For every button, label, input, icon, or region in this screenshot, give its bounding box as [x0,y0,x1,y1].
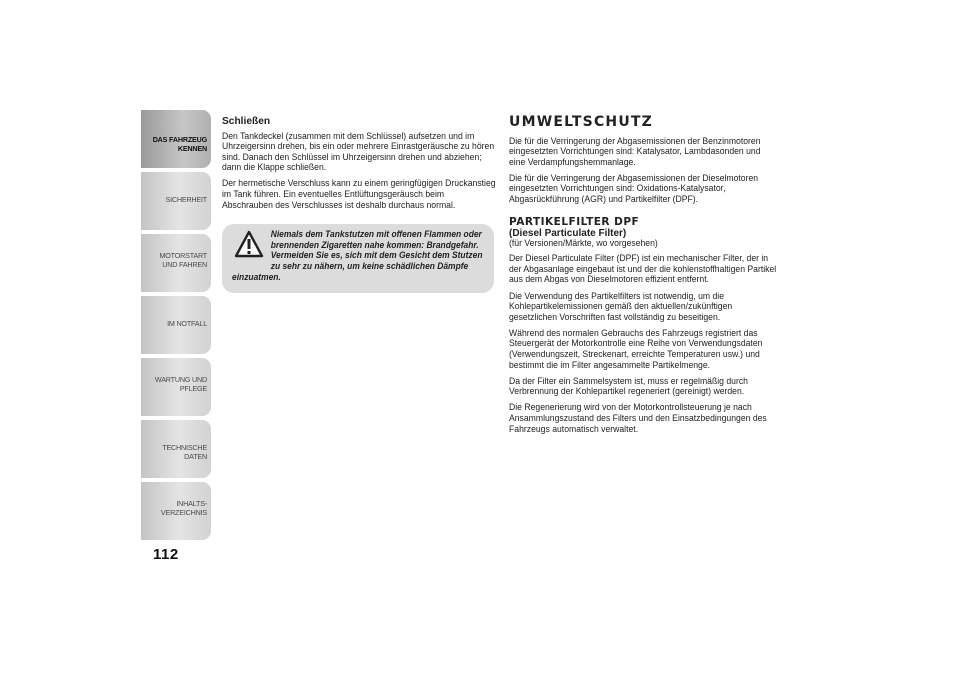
tab-das-fahrzeug-kennen[interactable]: DAS FAHRZEUG KENNEN [141,110,211,168]
warning-box [222,224,494,293]
subsection-title: PARTIKELFILTER DPF [509,215,640,228]
tab-wartung-und-pflege[interactable]: WARTUNG UND PFLEGE [141,358,211,416]
paragraph: Die für die Verringerung der Abgasemissionen der Dieselmotoren eingesetzten Vorrichtungen sind: Oxidations-Katalysator, Abgasrückführung (AGR) und Partikelfilter (DPF). [509,172,759,206]
left-column [222,117,496,293]
tab-inhaltsverzeichnis[interactable]: INHALTS-VERZEICHNIS [141,482,211,540]
tab-motorstart-und-fahren[interactable]: MOTORSTART UND FAHREN [141,234,211,292]
paragraph: Die Verwendung des Partikelfilters ist notwendig, um die Kohlepartikelemissionen gemäß den aktuellen/zukünftigen gesetzlichen Vorschriften fast vollständig zu beseitigen. [509,290,733,323]
version-note: (für Versionen/Märkte, wo vorgesehen) [509,237,658,249]
warning-text: Niemals dem Tankstutzen mit offenen Flammen oder brennenden Zigaretten nahe kommen: Brandgefahr. Vermeiden Sie es, sich mit dem Gesicht dem Stutzen zu sehr zu nähern, um keine schädlichen Dämpfe einzuatmen. [232,229,483,283]
right-column [509,114,779,441]
tab-im-notfall[interactable]: IM NOTFALL [141,296,211,354]
paragraph: Da der Filter ein Sammelsystem ist, muss er regelmäßig durch Verbrennung der Kohlepartikel regeneriert (gereinigt) werden. [509,375,748,398]
section-title: UMWELTSCHUTZ [509,114,654,130]
tab-sicherheit[interactable]: SICHERHEIT [141,172,211,230]
section-heading: Schließen [222,116,271,127]
tab-technische-daten[interactable]: TECHNISCHE DATEN [141,420,211,478]
paragraph: Der hermetische Verschluss kann zu einem geringfügigen Druckanstieg im Tank führen. Ein eventuelles Entlüftungsgeräusch beim Abschrauben des Verschlusses ist deshalb durchaus normal. [222,178,496,211]
paragraph: Der Diesel Particulate Filter (DPF) ist ein mechanischer Filter, der in der Abgasanlage eingebaut ist und der die kohlenstoffhaltigen Partikel aus dem Abgas von Dieselmotoren effizient entfernt. [509,253,777,286]
paragraph: Den Tankdeckel (zusammen mit dem Schlüssel) aufsetzen und im Uhrzeigersinn drehen, bis ein oder mehrere Einrastgeräusche zu hören sind. Danach den Schlüssel im Uhrzeigersinn drehen und abziehen; dann die Klappe schließen. [222,130,495,174]
chapter-tabs [141,110,211,544]
paragraph: Während des normalen Gebrauchs des Fahrzeugs registriert das Steuergerät der Motorkontrolle eine Reihe von Verwendungsdaten (Verwendungszeit, Streckenart, erreichte Temperaturen usw.) und bestimmt die im Filter angesammelte Partikelmenge. [509,327,763,371]
paragraph: Die für die Verringerung der Abgasemissionen der Benzinmotoren eingesetzten Vorrichtungen sind: Katalysator, Lambdasonden und eine Verdampfungshemmanlage. [509,135,761,168]
page-number: 112 [153,546,179,563]
subsection-subtitle: (Diesel Particulate Filter) [509,227,627,239]
paragraph: Die Regenerierung wird von der Motorkontrollsteuerung je nach Ansammlungszustand des Filters und den Einsatzbedingungen des Fahrzeugs automatisch verwaltet. [509,402,767,435]
